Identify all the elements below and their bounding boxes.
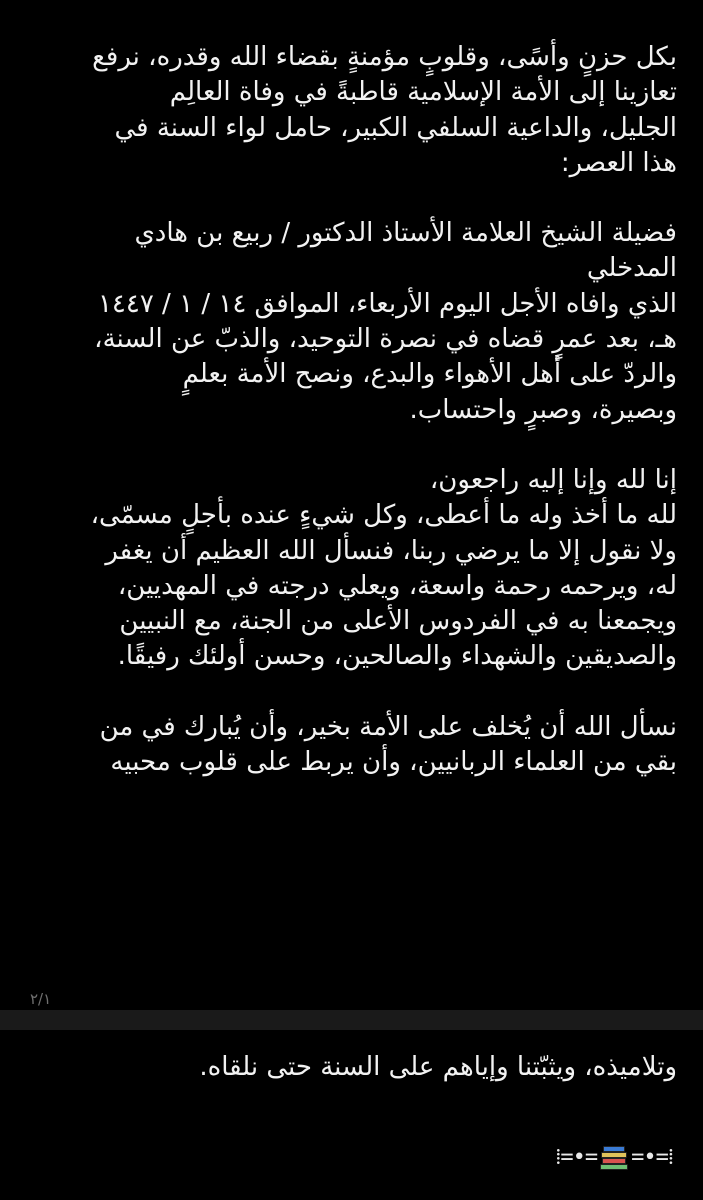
paragraph-line: لله ما أخذ وله ما أعطى، وكل شيءٍ عنده بأجلٍ مسمّى، [90, 500, 677, 531]
paragraph-line: فضيلة الشيخ العلامة الأستاذ الدكتور / ربيع بن هادي [134, 218, 677, 249]
continuation-text: وتلاميذه، ويثبّتنا وإياهم على السنة حتى نلقاه. [199, 1052, 677, 1082]
paragraph-line: الذي وافاه الأجل اليوم الأربعاء، الموافق ١٤ / ١ / ١٤٤٧ [97, 288, 677, 319]
books-icon [599, 1144, 629, 1170]
paragraph-line: الجليل، والداعية السلفي الكبير، حامل لواء السنة في [114, 112, 677, 143]
paragraph-line: والصديقين والشهداء والصالحين، وحسن أولئك رفيقًا. [117, 641, 677, 672]
ornament-right: =•=⁞ [631, 1145, 673, 1170]
paragraph-line: هـ، بعد عمرٍ قضاه في نصرة التوحيد، والذبّ عن السنة، [94, 324, 677, 355]
paragraph-line: له، ويرحمه رحمة واسعة، ويعلي درجته في المهديين، [117, 570, 677, 601]
paragraph-line: وبصيرة، وصبرٍ واحتساب. [409, 394, 677, 425]
paragraph-line: ويجمعنا به في الفردوس الأعلى من الجنة، مع النبيين [119, 606, 677, 637]
paragraph-line: تعازينا إلى الأمة الإسلامية قاطبةً في وفاة العالِم [169, 77, 677, 108]
paragraph-line: المدخلي [586, 253, 677, 284]
ornament-left: ⁞=•= [555, 1145, 598, 1170]
paragraph-line: إنا لله وإنا إليه راجعون، [429, 464, 677, 495]
post-body [28, 40, 677, 780]
paragraph-line: والردّ على أهل الأهواء والبدع، ونصح الأمة بعلمٍ [182, 359, 677, 390]
paragraph-line: بقي من العلماء الربانيين، وأن يربط على قلوب محبيه [110, 747, 677, 778]
paragraph-line: نسأل الله أن يُخلف على الأمة بخير، وأن يُبارك في من [99, 711, 677, 742]
paragraph-line: هذا العصر: [560, 147, 677, 178]
paragraph-line: بكل حزنٍ وأسًى، وقلوبٍ مؤمنةٍ بقضاء الله وقدره، نرفع [92, 42, 677, 72]
section-divider [0, 1010, 703, 1030]
paragraph-line: ولا نقول إلا ما يرضي ربنا، فنسأل الله العظيم أن يغفر [105, 535, 677, 566]
ornament-divider [555, 1142, 673, 1172]
page-indicator: ٢/١ [30, 990, 52, 1008]
